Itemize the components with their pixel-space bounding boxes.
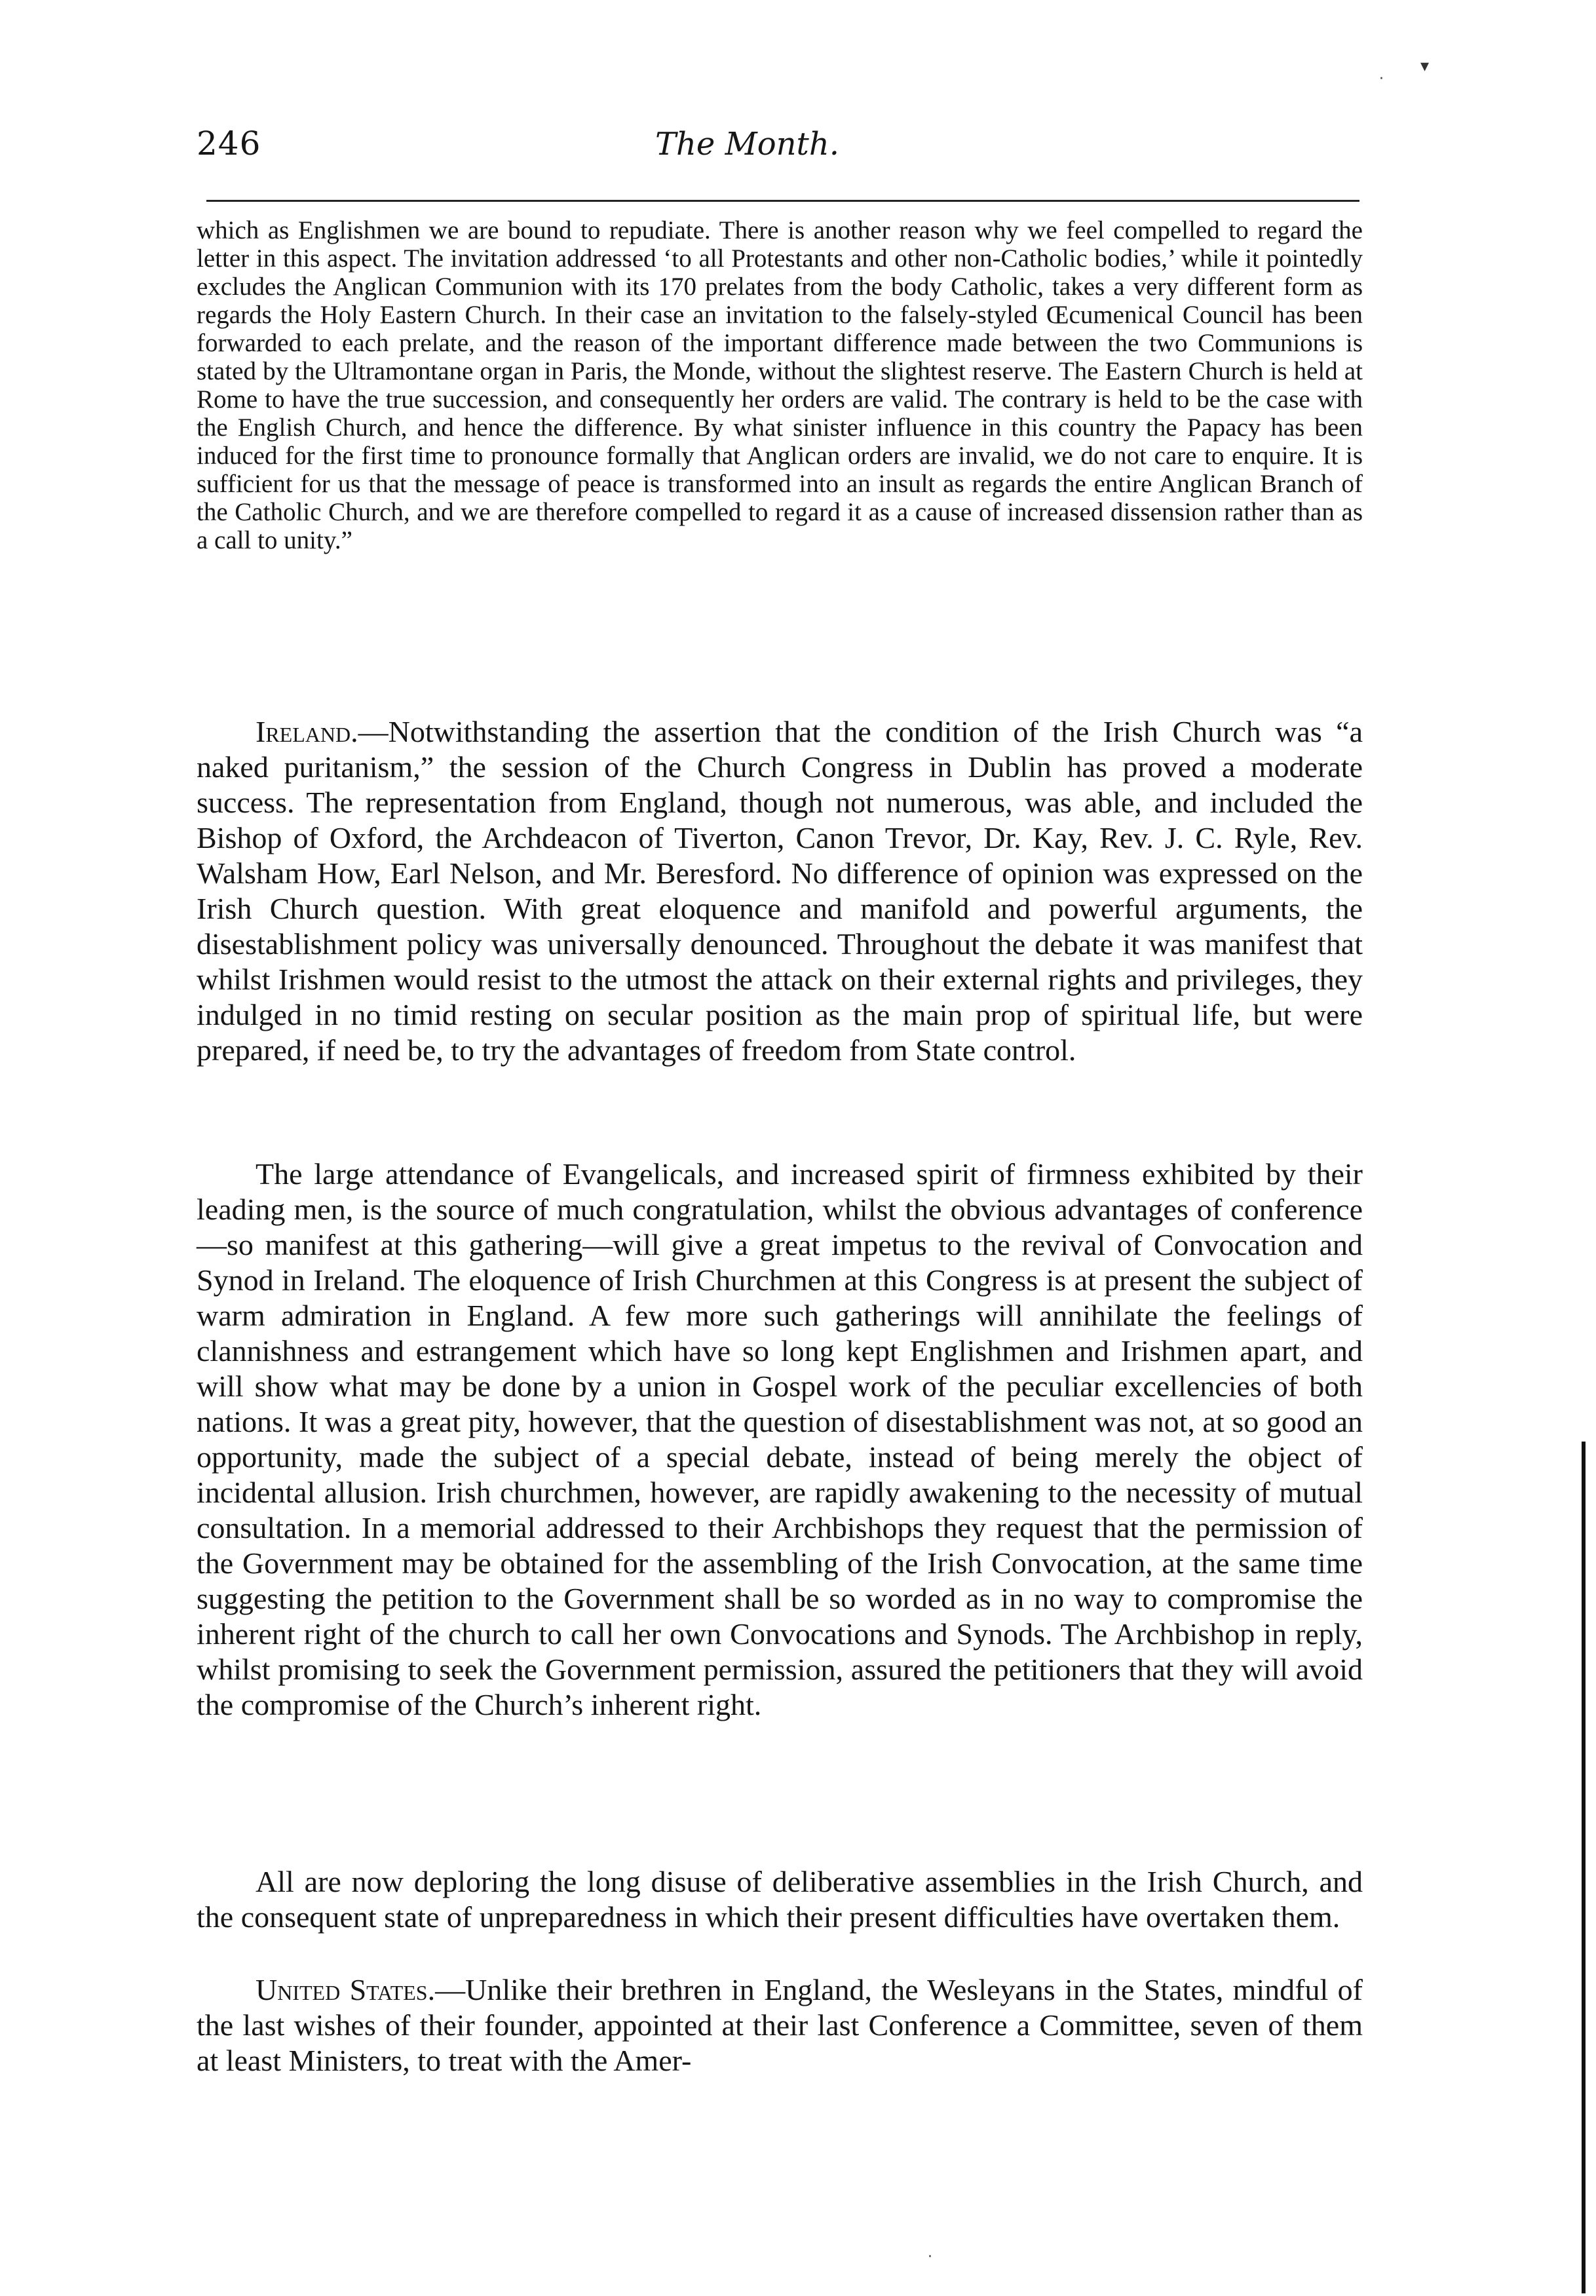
paragraph-ireland-text: —Notwithstanding the assertion that the condition of the Irish Church was “a naked puritanism,” the session of the Church Congress in Dublin has proved a moderate success. The representation from England, though not numerous, was able, and included the Bishop of Oxford, the Archdeacon of Tiverton, Canon Trevor, Dr. Kay, Rev. J. C. Ryle, Rev. Walsham How, Earl Nelson, and Mr. Beresford. No difference of opinion was expressed on the Irish Church question. With great eloquence and manifold and powerful arguments, the disestablishment policy was universally denounced. Throughout the debate it was manifest that whilst Irishmen would resist to the utmost the attack on their external rights and privileges, they indulged in no timid resting on secular position as the main prop of spiritual life, but were prepared, if need be, to try the advantages of freedom from State control.: [197, 715, 1363, 1067]
section-heading-united-states: United States.: [256, 1973, 436, 2006]
margin-mark: ·: [928, 2249, 932, 2265]
running-title: The Month.: [655, 126, 840, 163]
scan-edge-shadow: [1582, 1442, 1586, 2293]
paragraph-united-states: [197, 1972, 1363, 2078]
page-header: [197, 118, 1376, 170]
section-heading-ireland: Ireland.: [256, 715, 358, 748]
paragraph-evangelicals: The large attendance of Evangelicals, and increased spirit of firmness exhibited by their leading men, is the source of much congratulation, whilst the obvious advantages of conference—so manifest at this gathering—will give a great impetus to the revival of Convocation and Synod in Ireland. The eloquence of Irish Churchmen at this Congress is at present the subject of warm admiration in England. A few more such gatherings will annihilate the feelings of clannishness and estrangement which have so long kept Englishmen and Irishmen apart, and will show what may be done by a union in Gospel work of the peculiar excellencies of both nations. It was a great pity, however, that the question of disestablishment was not, at so good an opportunity, made the subject of a special debate, instead of being merely the object of incidental allusion. Irish churchmen, however, are rapidly awakening to the necessity of mutual consultation. In a memorial addressed to their Archbishops they request that the permission of the Government may be obtained for the assembling of the Irish Convocation, at the same time suggesting the petition to the Government shall be so worded as in no way to compromise the inherent right of the church to call her own Convocations and Synods. The Archbishop in reply, whilst promising to seek the Government permission, assured the petitioners that they will avoid the compromise of the Church’s inherent right.: [197, 1157, 1363, 1721]
page: [197, 118, 1376, 2215]
paragraph-deploring: All are now deploring the long disuse of deliberative assemblies in the Irish Church, and the consequent state of unpreparedness in which their present difficulties have overtaken them.: [197, 1865, 1363, 1934]
margin-mark: ·: [1379, 71, 1384, 87]
margin-mark: ▾: [1420, 56, 1430, 76]
paragraph-united-states-text: —Unlike their brethren in England, the Wesleyans in the States, mindful of the last wishes of their founder, appointed at their last Conference a Committee, seven of them at least Ministers, to treat with the Amer-: [197, 1973, 1363, 2077]
quoted-letter-text: which as Englishmen we are bound to repudiate. There is another reason why we feel compelled to regard the letter in this aspect. The invitation addressed ‘to all Protestants and other non-Catholic bodies,’ while it pointedly excludes the Anglican Communion with its 170 prelates from the body Catholic, takes a very different form as regards the Holy Eastern Church. In their case an invitation to the falsely-styled Œcumenical Council has been forwarded to each prelate, and the reason of the important difference made between the two Communions is stated by the Ultramontane organ in Paris, the Monde, without the slightest reserve. The Eastern Church is held at Rome to have the true succession, and consequently her orders are valid. The contrary is held to be the case with the English Church, and hence the difference. By what sinister influence in this country the Papacy has been induced for the first time to pronounce formally that Anglican orders are invalid, we do not care to enquire. It is sufficient for us that the message of peace is transformed into an insult as regards the entire Anglican Branch of the Catholic Church, and we are therefore compelled to regard it as a cause of increased dissension rather than as a call to unity.”: [197, 216, 1363, 554]
page-number: 246: [197, 124, 261, 163]
paragraph-ireland: [197, 714, 1363, 1068]
header-rule: [206, 200, 1359, 202]
